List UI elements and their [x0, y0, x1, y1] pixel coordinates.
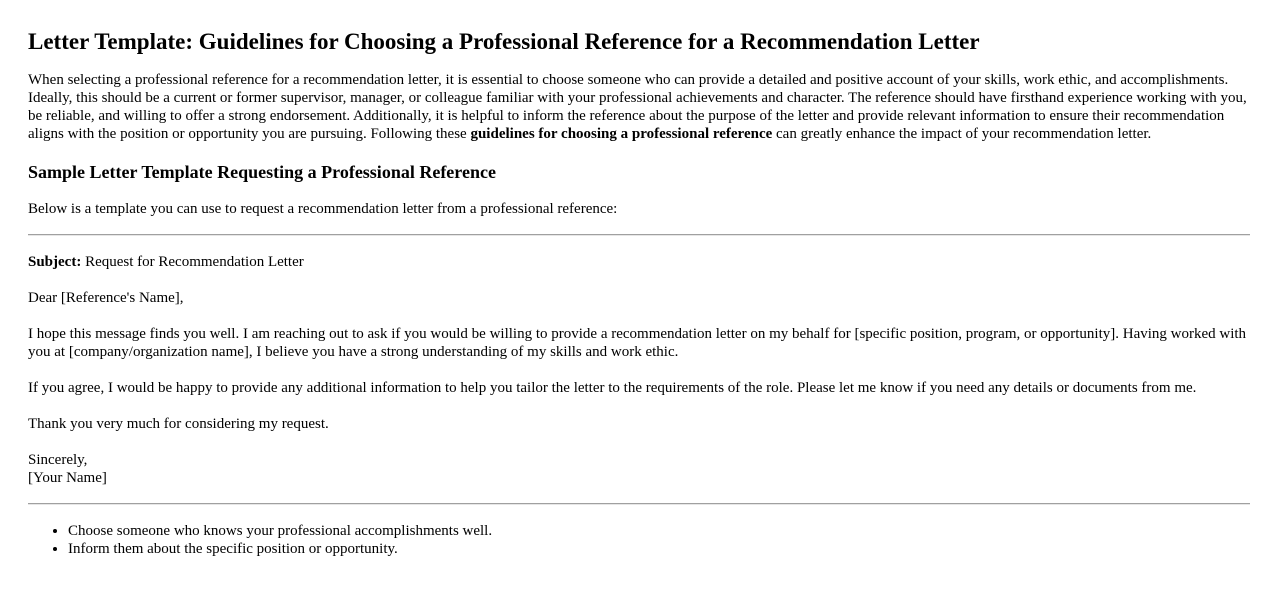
letter-paragraph-1: I hope this message finds you well. I am reaching out to ask if you would be willing to provide a recommendation letter on my behalf for [specific position, program, or opportunity]. Having worked with you at [company/organization name], I believe you have a strong understanding of my skills and work ethic. — [28, 326, 1247, 360]
letter-template — [28, 253, 1250, 487]
subject-value: Request for Recommendation Letter — [81, 254, 304, 270]
intro-paragraph — [28, 71, 1250, 143]
letter-closing: Sincerely, — [28, 452, 88, 468]
intro-text-end: can greatly enhance the impact of your recommendation letter. — [772, 126, 1152, 142]
subject-label: Subject: — [28, 254, 82, 270]
tips-list — [28, 522, 1250, 558]
intro-text-start: When selecting a professional reference for a recommendation letter, it is essential to choose someone who can provide a detailed and positive account of your skills, work ethic, and accomplishments. Ideally, this should be a current or former supervisor, manager, or colleague familiar with your professional achievements and character. The reference should have firsthand experience working with you, be reliable, and willing to offer a strong endorsement. Additionally, it is helpful to inform the reference about the purpose of the letter and provide relevant information to ensure their recommendation aligns with the position or opportunity you are pursuing. Following these — [28, 72, 1247, 142]
letter-paragraph-2: If you agree, I would be happy to provide any additional information to help you tailor the letter to the requirements of the role. Please let me know if you need any details or documents from me. — [28, 380, 1197, 396]
letter-signoff — [28, 451, 1250, 487]
list-item: • Choose someone who knows your professional accomplishments well. — [68, 522, 1250, 540]
intro-bold-phrase: guidelines for choosing a professional reference — [470, 126, 773, 142]
letter-salutation: Dear [Reference's Name], — [28, 290, 184, 306]
bottom-divider — [28, 503, 1250, 505]
letter-signature: [Your Name] — [28, 470, 107, 486]
section-heading: Sample Letter Template Requesting a Professional Reference — [28, 162, 496, 182]
top-divider — [28, 234, 1250, 236]
letter-paragraph-3: Thank you very much for considering my request. — [28, 416, 329, 432]
list-item: • Inform them about the specific position or opportunity. — [68, 540, 1250, 558]
letter-subject — [28, 253, 1250, 271]
section-lead: Below is a template you can use to request a recommendation letter from a professional reference: — [28, 201, 618, 217]
page-title: Letter Template: Guidelines for Choosing a Professional Reference for a Recommendation Letter — [28, 29, 980, 54]
